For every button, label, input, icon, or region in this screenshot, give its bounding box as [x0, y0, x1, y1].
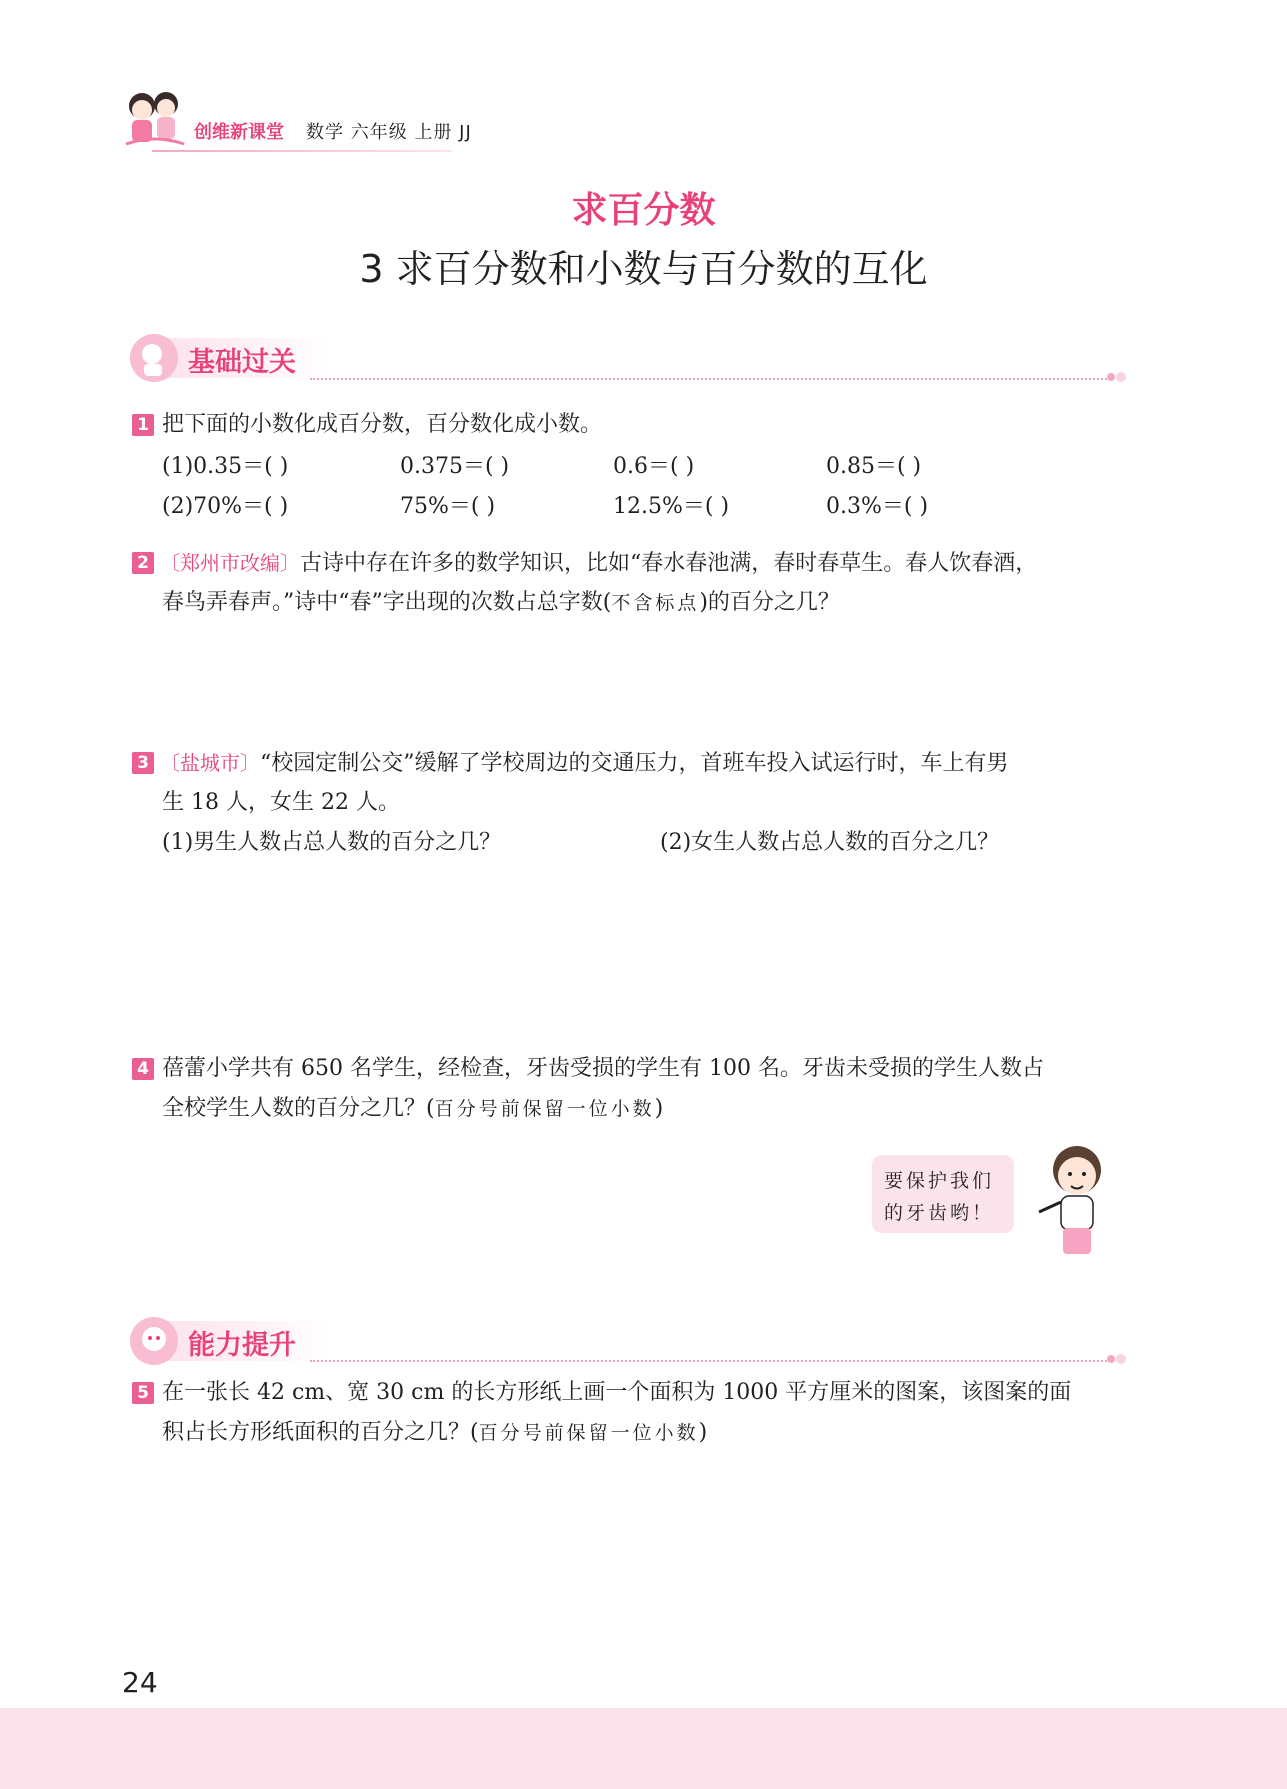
- page-number: 24: [122, 1666, 158, 1699]
- q1-item-3: 0.6＝( ): [613, 454, 695, 479]
- question-4-badge: 4: [132, 1058, 154, 1080]
- q1-item-7: 12.5%＝( ): [613, 494, 730, 519]
- question-2-line-1: [160, 550, 1037, 577]
- question-5-line-2: [162, 1420, 707, 1446]
- question-2-badge: 2: [132, 552, 154, 574]
- q1-item-4: 0.85＝( ): [826, 454, 922, 479]
- question-3-source: 〔盐城市〕: [160, 751, 260, 775]
- question-3-sub-1: (1)男生人数占总人数的百分之几？: [162, 830, 502, 855]
- question-1-badge: 1: [132, 414, 154, 436]
- section-advanced-icon: [130, 1317, 178, 1365]
- question-2-text-2: 春鸟弄春声。”诗中“春”字出现的次数占总字数(: [162, 590, 612, 615]
- q1-item-5: (2)70%＝( ): [162, 494, 289, 519]
- lesson-title: 3 求百分数和小数与百分数的互化: [359, 247, 928, 291]
- section-basic-icon: [130, 334, 178, 382]
- question-3-line-2: 生 18 人，女生 22 人。: [162, 790, 400, 815]
- question-2-note: 不含标点: [611, 592, 700, 614]
- question-3-text-1: “校园定制公交”缓解了学校周边的交通压力，首班车投入试运行时，车上有男: [260, 751, 1009, 776]
- speech-bubble-line-1: 要保护我们: [884, 1170, 995, 1192]
- question-5-text-2: 积占长方形纸面积的百分之几？(: [162, 1420, 479, 1445]
- header-mascots-icon: [122, 86, 188, 152]
- boy-character-icon: [1025, 1140, 1115, 1260]
- q1-item-1: (1)0.35＝( ): [162, 454, 289, 479]
- speech-bubble-line-2: 的牙齿哟！: [884, 1202, 995, 1224]
- speech-bubble-text: [884, 1165, 994, 1229]
- question-4-text-3: ): [654, 1096, 664, 1121]
- section-title-advanced: 能力提升: [188, 1330, 296, 1361]
- question-4-text-2: 全校学生人数的百分之几？(: [162, 1096, 435, 1121]
- question-4-line-1: 蓓蕾小学共有 650 名学生，经检查，牙齿受损的学生有 100 名。牙齿未受损的学生人数占: [162, 1056, 1044, 1081]
- question-2-source: 〔郑州市改编〕: [160, 551, 300, 575]
- question-2-text-1: 古诗中存在许多的数学知识，比如“春水春池满，春时春草生。春人饮春酒，: [300, 551, 1038, 576]
- footer-band: [0, 1708, 1287, 1789]
- question-5-note: 百分号前保留一位小数: [478, 1422, 699, 1444]
- header-divider: [152, 150, 452, 152]
- header-subtitle: 数学 六年级 上册 JJ: [306, 122, 472, 143]
- question-5-text-3: ): [698, 1420, 708, 1445]
- question-5-line-1: 在一张长 42 cm、宽 30 cm 的长方形纸上画一个面积为 1000 平方厘米的图案，该图案的面: [162, 1380, 1072, 1405]
- question-2-text-3: )的百分之几？: [699, 590, 840, 615]
- q1-item-6: 75%＝( ): [400, 494, 496, 519]
- q1-item-2: 0.375＝( ): [400, 454, 510, 479]
- question-2-line-2: [162, 590, 840, 616]
- q1-item-8: 0.3%＝( ): [826, 494, 929, 519]
- decor-dots-icon: [1106, 1352, 1128, 1366]
- section-title-basic: 基础过关: [188, 347, 296, 378]
- section-divider-advanced: [310, 1360, 1110, 1362]
- question-1-text: 把下面的小数化成百分数，百分数化成小数。: [162, 412, 603, 437]
- question-3-badge: 3: [132, 752, 154, 774]
- question-3-sub-2: (2)女生人数占总人数的百分之几？: [660, 830, 1000, 855]
- question-3-line-1: [160, 750, 1009, 777]
- decor-dots-icon: [1106, 370, 1128, 384]
- question-4-line-2: [162, 1096, 663, 1122]
- section-divider-basic: [310, 378, 1110, 380]
- topic-title: 求百分数: [571, 190, 716, 231]
- question-5-badge: 5: [132, 1382, 154, 1404]
- question-4-note: 百分号前保留一位小数: [434, 1098, 655, 1120]
- header-brand: 创维新课堂: [194, 122, 284, 143]
